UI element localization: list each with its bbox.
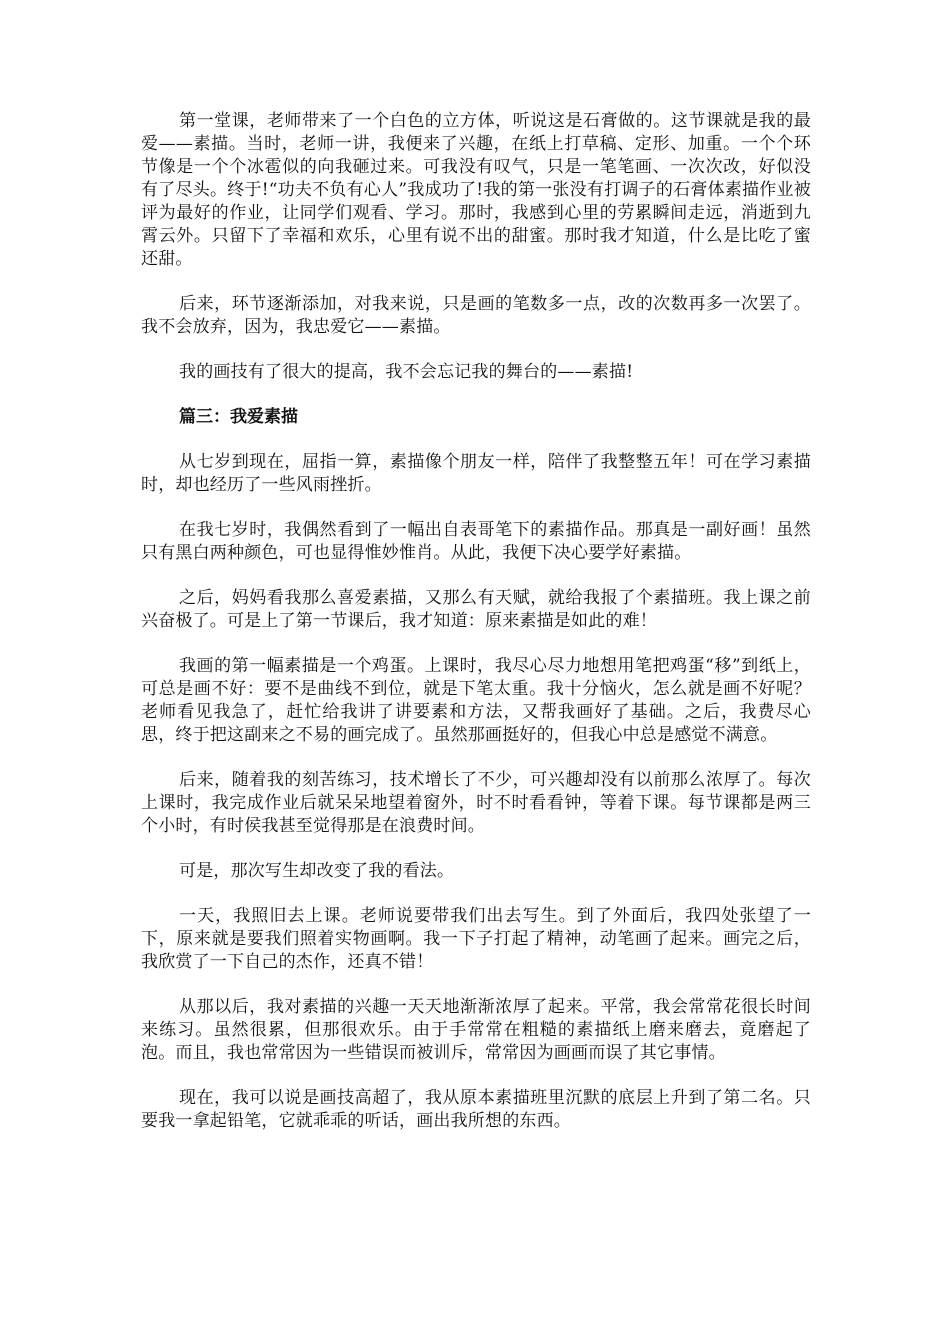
paragraph-first-egg: 我画的第一幅素描是一个鸡蛋。上课时，我尽心尽力地想用笔把鸡蛋“移”到纸上，可总是画不好：要不是曲线不到位，就是下笔太重。我十分恼火，怎么就是画不好呢？老师看见我急了，赶忙给我讲了讲要素和方法，又帮我画好了基础。之后，我费尽心思，终于把这副来之不易的画完成了。虽然那画挺好的，但我心中总是感觉不满意。 xyxy=(141,656,811,745)
paragraph-skill-improved: 我的画技有了很大的提高，我不会忘记我的舞台的——素描! xyxy=(179,362,634,382)
section-heading: 篇三：我爱素描 xyxy=(179,407,298,427)
paragraph-sketch-class: 之后，妈妈看我那么喜爱素描，又那么有天赋，就给我报了个素描班。我上课之前兴奋极了。可是上了第一节课后，我才知道：原来素描是如此的难！ xyxy=(141,588,811,631)
paragraph-lost-interest: 后来，随着我的刻苦练习，技术增长了不少，可兴趣却没有以前那么浓厚了。每次上课时，我完成作业后就呆呆地望着窗外，时不时看看钟，等着下课。每节课都是两三个小时，有时侯我甚至觉得那是在浪费时间。 xyxy=(141,770,811,836)
paragraph-later-steps: 后来，环节逐渐添加，对我来说，只是画的笔数多一点，改的次数再多一次罢了。我不会放弃，因为，我忠爱它——素描。 xyxy=(141,294,811,337)
paragraph-seven-to-now: 从七岁到现在，屈指一算，素描像个朋友一样，陪伴了我整整五年！可在学习素描时，却也经历了一些风雨挫折。 xyxy=(141,452,811,495)
paragraph-growing-interest: 从那以后，我对素描的兴趣一天天地渐渐浓厚了起来。平常，我会常常花很长时间来练习。虽然很累，但那很欢乐。由于手常常在粗糙的素描纸上磨来磨去，竟磨起了泡。而且，我也常常因为一些错误而被训斥，常常因为画画而误了其它事情。 xyxy=(141,997,811,1063)
paragraph-cousin-drawing: 在我七岁时，我偶然看到了一幅出自表哥笔下的素描作品。那真是一副好画！虽然只有黑白两种颜色，可也显得惟妙惟肖。从此，我便下决心要学好素描。 xyxy=(141,520,811,563)
paragraph-now: 现在，我可以说是画技高超了，我从原本素描班里沉默的底层上升到了第二名。只要我一拿起铅笔，它就乖乖的听话，画出我所想的东西。 xyxy=(141,1088,811,1131)
paragraph-outdoor-sketch: 一天，我照旧去上课。老师说要带我们出去写生。到了外面后，我四处张望了一下，原来就是要我们照着实物画啊。我一下子打起了精神，动笔画了起来。画完之后，我欣赏了一下自己的杰作，还真不错！ xyxy=(141,906,811,972)
paragraph-first-class: 第一堂课，老师带来了一个白色的立方体，听说这是石膏做的。这节课就是我的最爱——素描。当时，老师一讲，我便来了兴趣，在纸上打草稿、定形、加重。一个个环节像是一个个冰雹似的向我砸过来。可我没有叹气，只是一笔笔画、一次次改，好似没有了尽头。终于!“功夫不负有心人”我成功了!我的第一张没有打调子的石膏体素描作业被评为最好的作业，让同学们观看、学习。那时，我感到心里的劳累瞬间走远，消逝到九霄云外。只留下了幸福和欢乐，心里有说不出的甜蜜。那时我才知道，什么是比吃了蜜还甜。 xyxy=(141,111,811,269)
document-body xyxy=(141,110,811,1155)
paragraph-outdoor-changed: 可是，那次写生却改变了我的看法。 xyxy=(179,861,455,881)
